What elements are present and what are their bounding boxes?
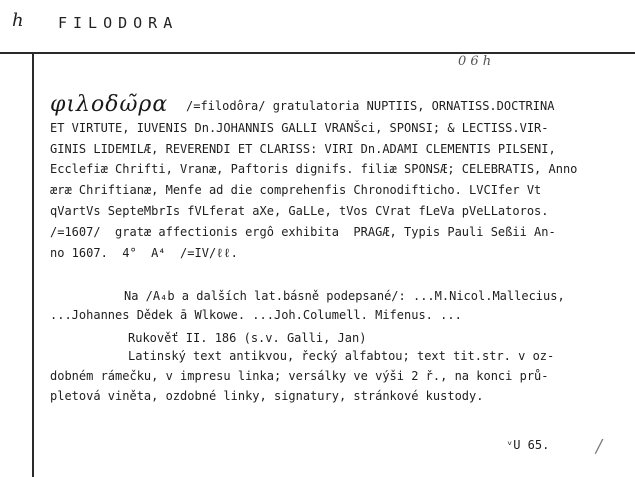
corner-handwritten-mark: h — [12, 10, 24, 31]
card-line-3: GINIS LIDEMILÆ, REVERENDI ET CLARISS: VIRI Dn.ADAMI CLEMENTIS PILSENI, — [50, 142, 556, 156]
card-line-5: æræ Chriftianæ, Menfe ad die comprehenfis Chronodifticho. LVCIfer Vt — [50, 183, 542, 197]
card-line-6: qVartVs SepteMbrIs fVLferat aXe, GaLLe, tVos CVrat fLeVa pVeLLatoros. — [50, 204, 549, 218]
card-line-8: no 1607. 4° A⁴ /=IV/ℓℓ. — [50, 246, 238, 260]
shelf-mark: ᵛU 65. — [506, 438, 550, 452]
card-line-2: ET VIRTUTE, IUVENIS Dn.JOHANNIS GALLI VRANŠci, SPONSI; & LECTISS.VIR- — [50, 121, 549, 135]
card-line-13: dobném rámečku, v impresu linka; versálky ve výši 2 ř., na konci prů- — [50, 369, 549, 383]
card-line-12: Latinský text antikvou, řecký alfabtou; text tit.str. v oz- — [128, 349, 555, 363]
frame-left-rule — [32, 52, 34, 477]
pencil-tick-mark: / — [596, 436, 603, 457]
card-line-14: pletová viněta, ozdobné linky, signatury, stránkové kustody. — [50, 389, 484, 403]
card-line-7: /=1607/ gratæ affectionis ergô exhibita PRAGÆ, Typis Pauli Seßii An- — [50, 225, 556, 239]
card-line-4: Ecclefiæ Chrifti, Vranæ, Paftoris dignifs. filiæ SPONSÆ; CELEBRATIS, Anno — [50, 162, 578, 176]
card-line-11: Rukověť II. 186 (s.v. Galli, Jan) — [128, 331, 367, 345]
greek-title-word: φιλοδω̃ρα — [50, 92, 169, 117]
card-line-10: ...Johannes Dědek ā Wlkowe. ...Joh.Columell. Mifenus. ... — [50, 308, 462, 322]
card-line-9: Na /A₄b a dalších lat.básně podepsané/: ...M.Nicol.Mallecius, — [124, 289, 565, 303]
card-line-1: /=filodôra/ gratulatoria NUPTIIS, ORNATISS.DOCTRINA — [186, 99, 555, 113]
frame-top-rule — [0, 52, 635, 54]
handwritten-note: 0 6 h — [458, 54, 492, 69]
card-heading: FILODORA — [58, 14, 179, 32]
